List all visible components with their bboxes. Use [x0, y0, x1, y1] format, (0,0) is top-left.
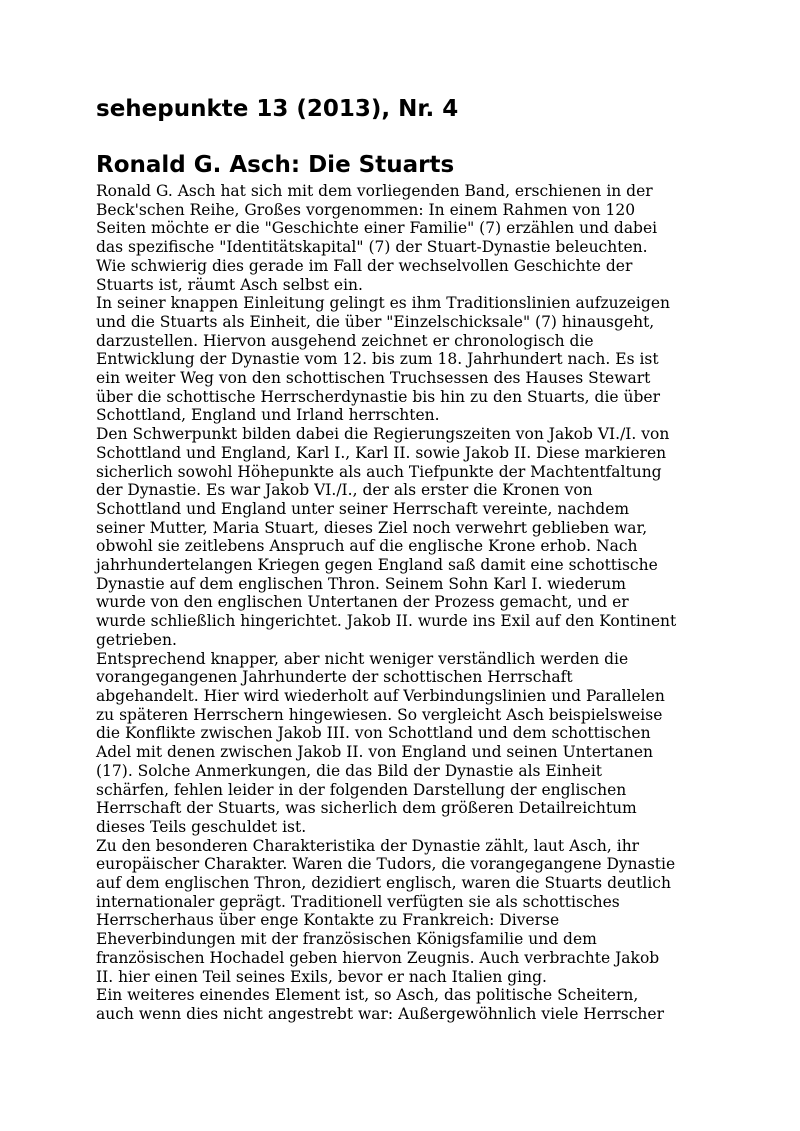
body-line: schärfen, fehlen leider in der folgenden Darstellung der englischen: [96, 780, 627, 799]
body-line: obwohl sie zeitlebens Anspruch auf die englische Krone erhob. Nach: [96, 537, 638, 556]
body-line: und die Stuarts als Einheit, die über "Einzelschicksale" (7) hinausgeht,: [96, 312, 655, 331]
body-line: über die schottische Herrscherdynastie bis hin zu den Stuarts, die über: [96, 387, 661, 406]
body-line: Zu den besonderen Charakteristika der Dynastie zählt, laut Asch, ihr: [96, 836, 640, 855]
body-line: Wie schwierig dies gerade im Fall der wechselvollen Geschichte der: [96, 256, 633, 275]
journal-header: sehepunkte 13 (2013), Nr. 4: [96, 96, 459, 122]
body-line: abgehandelt. Hier wird wiederholt auf Verbindungslinien und Parallelen: [96, 686, 665, 705]
body-line: getrieben.: [96, 630, 177, 649]
body-line: wurde schließlich hingerichtet. Jakob II. wurde ins Exil auf den Kontinent: [96, 612, 677, 631]
body-line: Dynastie auf dem englischen Thron. Seinem Sohn Karl I. wiederum: [96, 574, 626, 593]
body-line: (17). Solche Anmerkungen, die das Bild der Dynastie als Einheit: [96, 761, 603, 780]
body-line: Eheverbindungen mit der französischen Königsfamilie und dem: [96, 930, 597, 949]
body-line: der Dynastie. Es war Jakob VI./I., der als erster die Kronen von: [96, 481, 593, 500]
body-line: zu späteren Herrschern hingewiesen. So vergleicht Asch beispielsweise: [96, 705, 663, 724]
article-body: [96, 182, 716, 1024]
body-line: Schottland und England, Karl I., Karl II. sowie Jakob II. Diese markieren: [96, 443, 667, 462]
body-line: wurde von den englischen Untertanen der Prozess gemacht, und er: [96, 593, 629, 612]
body-line: Schottland, England und Irland herrschten.: [96, 406, 440, 425]
body-line: Schottland und England unter seiner Herrschaft vereinte, nachdem: [96, 499, 630, 518]
body-line: Entwicklung der Dynastie vom 12. bis zum 18. Jahrhundert nach. Es ist: [96, 350, 659, 369]
body-line: Beck'schen Reihe, Großes vorgenommen: In einem Rahmen von 120: [96, 200, 636, 219]
body-line: Entsprechend knapper, aber nicht weniger verständlich werden die: [96, 649, 629, 668]
body-line: ein weiter Weg von den schottischen Truchsessen des Hauses Stewart: [96, 369, 651, 388]
body-line: Den Schwerpunkt bilden dabei die Regierungszeiten von Jakob VI./I. von: [96, 425, 670, 444]
body-line: jahrhundertelangen Kriegen gegen England saß damit eine schottische: [96, 556, 658, 575]
body-line: Ein weiteres einendes Element ist, so Asch, das politische Scheitern,: [96, 986, 639, 1005]
body-line: auch wenn dies nicht angestrebt war: Außergewöhnlich viele Herrscher: [96, 1004, 664, 1023]
article-title: Ronald G. Asch: Die Stuarts: [96, 152, 455, 178]
body-line: vorangegangenen Jahrhunderte der schottischen Herrschaft: [96, 668, 573, 687]
body-line: Seiten möchte er die "Geschichte einer Familie" (7) erzählen und dabei: [96, 219, 658, 238]
body-line: II. hier einen Teil seines Exils, bevor er nach Italien ging.: [96, 967, 547, 986]
body-line: Adel mit denen zwischen Jakob II. von England und seinen Untertanen: [96, 743, 654, 762]
body-line: das spezifische "Identitätskapital" (7) der Stuart-Dynastie beleuchten.: [96, 238, 648, 257]
body-line: dieses Teils geschuldet ist.: [96, 817, 307, 836]
document-page: [96, 92, 716, 1024]
body-line: europäischer Charakter. Waren die Tudors, die vorangegangene Dynastie: [96, 855, 676, 874]
body-line: seiner Mutter, Maria Stuart, dieses Ziel noch verwehrt geblieben war,: [96, 518, 648, 537]
body-line: Herrschaft der Stuarts, was sicherlich dem größeren Detailreichtum: [96, 799, 637, 818]
body-line: internationaler geprägt. Traditionell verfügten sie als schottisches: [96, 892, 620, 911]
body-line: sicherlich sowohl Höhepunkte als auch Tiefpunkte der Machtentfaltung: [96, 462, 662, 481]
body-line: Herrscherhaus über enge Kontakte zu Frankreich: Diverse: [96, 911, 560, 930]
body-line: die Konflikte zwischen Jakob III. von Schottland und dem schottischen: [96, 724, 651, 743]
body-line: Ronald G. Asch hat sich mit dem vorliegenden Band, erschienen in der: [96, 182, 653, 200]
body-line: Stuarts ist, räumt Asch selbst ein.: [96, 275, 363, 294]
body-line: französischen Hochadel geben hiervon Zeugnis. Auch verbrachte Jakob: [96, 948, 660, 967]
body-line: In seiner knappen Einleitung gelingt es ihm Traditionslinien aufzuzeigen: [96, 294, 670, 313]
body-line: darzustellen. Hiervon ausgehend zeichnet er chronologisch die: [96, 331, 594, 350]
body-line: auf dem englischen Thron, dezidiert englisch, waren die Stuarts deutlich: [96, 874, 671, 893]
